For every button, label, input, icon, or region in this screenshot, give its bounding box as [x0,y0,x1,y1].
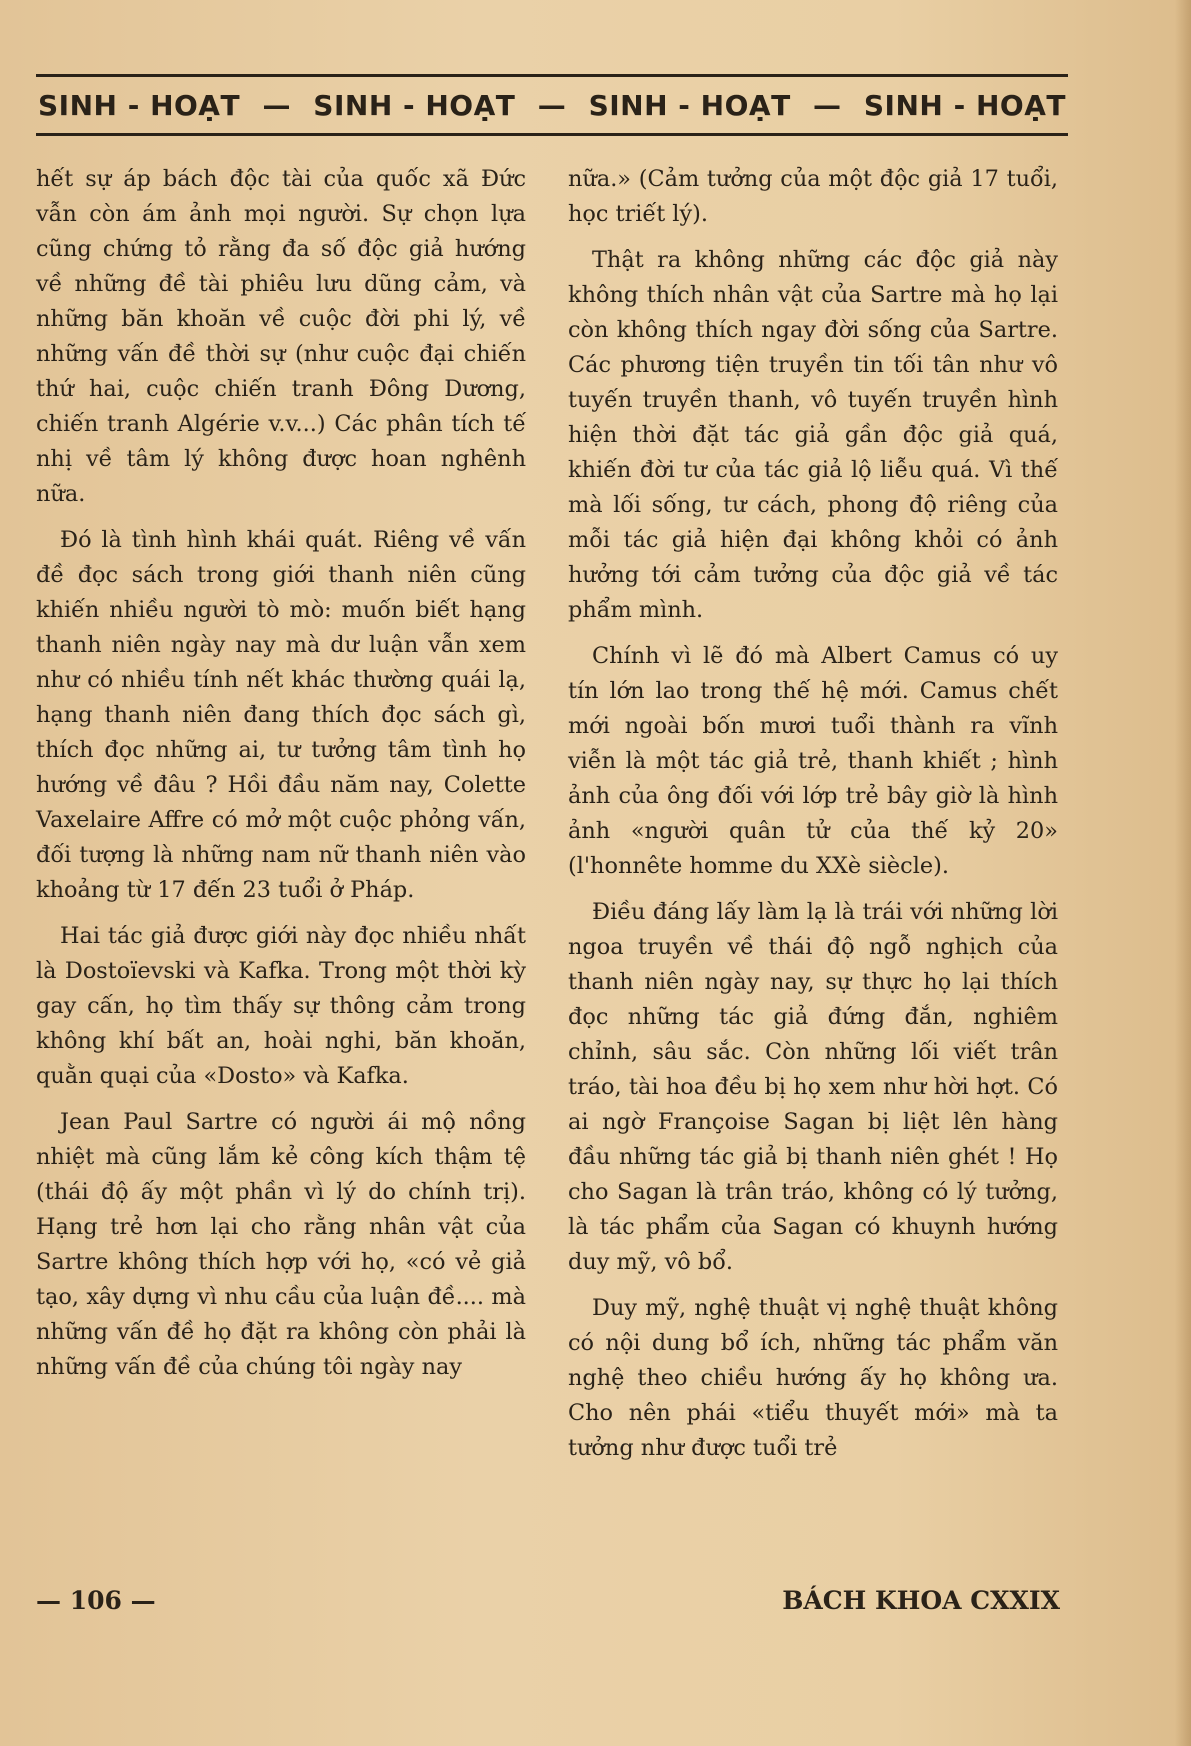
paragraph: Thật ra không những các độc giả này không thích nhân vật của Sartre mà họ lại còn không thích ngay đời sống của Sartre. Các phương tiện truyền tin tối tân như vô tuyến truyền thanh, vô tuyến truyền hình hiện thời đặt tác giả gần độc giả quá, khiến đời tư của tác giả lộ liễu quá. Vì thế mà lối sống, tư cách, phong độ riêng của mỗi tác giả hiện đại không khỏi có ảnh hưởng tới cảm tưởng của độc giả về tác phẩm mình. [568,247,1058,623]
header-dash: — [537,88,567,122]
paragraph: Chính vì lẽ đó mà Albert Camus có uy tín lớn lao trong thế hệ mới. Camus chết mới ngoài bốn mươi tuổi thành ra vĩnh viễn là một tác giả trẻ, thanh khiết ; hình ảnh của ông đối với lớp trẻ bây giờ là hình ảnh «người quân tử của thế kỷ 20» (l'honnête homme du XXè siècle). [568,643,1058,879]
paragraph: nữa.» (Cảm tưởng của một độc giả 17 tuổi, học triết lý). [568,166,1058,227]
left-text-column [36,162,526,1396]
header-dash: — [813,88,842,122]
paragraph: Điều đáng lấy làm lạ là trái với những lời ngoa truyền về thái độ ngỗ nghịch của thanh niên ngày nay, sự thực họ lại thích đọc những tác giả đứng đắn, nghiêm chỉnh, sâu sắc. Còn những lối viết trân tráo, tài hoa đều bị họ xem như hời hợt. Có ai ngờ Françoise Sagan bị liệt lên hàng đầu những tác giả bị thanh niên ghét ! Họ cho Sagan là trân tráo, không có lý tưởng, là tác phẩm của Sagan có khuynh hướng duy mỹ, vô bổ. [568,899,1058,1275]
header-label: SINH - HOẠT [863,88,1066,122]
paragraph: Duy mỹ, nghệ thuật vị nghệ thuật không có nội dung bổ ích, những tác phẩm văn nghệ theo chiều hướng ấy họ không ưa. Cho nên phái «tiểu thuyết mới» mà ta tưởng như được tuổi trẻ [568,1295,1058,1461]
page-number: — 106 — [36,1586,156,1615]
page-edge-shadow [1175,0,1191,1746]
right-text-column [568,162,1058,1477]
journal-issue: BÁCH KHOA CXXIX [782,1586,1060,1615]
header-label: SINH - HOẠT [588,88,791,122]
paragraph: Đó là tình hình khái quát. Riêng về vấn đề đọc sách trong giới thanh niên cũng khiến nhiều người tò mò: muốn biết hạng thanh niên ngày nay mà dư luận vẫn xem như có nhiều tính nết khác thường quái lạ, hạng thanh niên đang thích đọc sách gì, thích đọc những ai, tư tưởng tâm tình họ hướng về đâu ? Hồi đầu năm nay, Colette Vaxelaire Affre có mở một cuộc phỏng vấn, đối tượng là những nam nữ thanh niên vào khoảng từ 17 đến 23 tuổi ở Pháp. [36,527,526,903]
page-footer [36,1586,1068,1626]
section-header [36,74,1068,136]
paragraph: Hai tác giả được giới này đọc nhiều nhất là Dostoïevski và Kafka. Trong một thời kỳ gay cấn, họ tìm thấy sự thông cảm trong không khí bất an, hoài nghi, băn khoăn, quằn quại của «Dosto» và Kafka. [36,923,526,1089]
header-dash: — [262,88,291,122]
header-label: SINH - HOẠT [38,88,241,122]
paragraph: hết sự áp bách độc tài của quốc xã Đức vẫn còn ám ảnh mọi người. Sự chọn lựa cũng chứng tỏ rằng đa số độc giả hướng về những đề tài phiêu lưu dũng cảm, và những băn khoăn về cuộc đời phi lý, về những vấn đề thời sự (như cuộc đại chiến thứ hai, cuộc chiến tranh Đông Dương, chiến tranh Algérie v.v...) Các phân tích tế nhị về tâm lý không được hoan nghênh nữa. [36,166,526,507]
paragraph: Jean Paul Sartre có người ái mộ nồng nhiệt mà cũng lắm kẻ công kích thậm tệ (thái độ ấy một phần vì lý do chính trị). Hạng trẻ hơn lại cho rằng nhân vật của Sartre không thích hợp với họ, «có vẻ giả tạo, xây dựng vì nhu cầu của luận đề.... mà những vấn đề họ đặt ra không còn phải là những vấn đề của chúng tôi ngày nay [36,1109,526,1380]
header-label: SINH - HOẠT [313,88,516,122]
